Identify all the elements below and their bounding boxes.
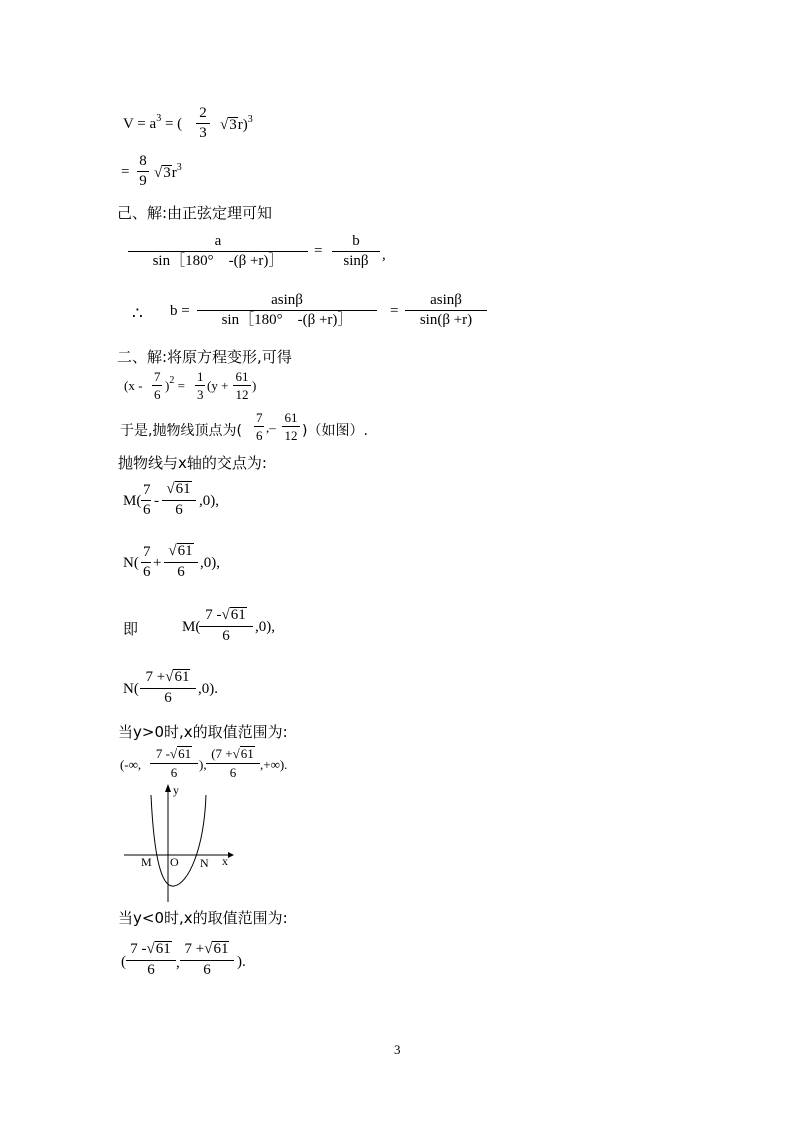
point-M-label: M( <box>123 493 142 509</box>
section-heading-ji: 己、解:由正弦定理可知 <box>117 204 273 222</box>
comma: , <box>382 247 386 263</box>
transformed-equation-left: (x - <box>124 378 143 393</box>
point-N-marker: N <box>200 856 209 870</box>
point-M-marker: M <box>141 855 152 869</box>
plus-sign: + <box>153 555 162 571</box>
fraction-N2: 7 +√61 6 <box>140 669 196 706</box>
fraction-M2: 7 -√61 6 <box>199 607 253 644</box>
point-M2-tail: ,0), <box>255 619 275 635</box>
ji-word: 即 <box>123 620 139 638</box>
range-1-mid: ), <box>199 757 207 772</box>
fraction-range-2: (7 +√61 6 <box>206 746 260 779</box>
point-M2-label: M( <box>182 619 201 635</box>
exponent: 3 <box>156 113 162 124</box>
vertex-close: )（如图）. <box>302 423 368 439</box>
fraction-b-over-sinbeta: b sinβ <box>332 234 380 269</box>
transformed-equation-mid: )$^2$ = <box>165 375 185 393</box>
fraction-two-thirds: 2 3 <box>196 106 210 141</box>
fraction-range-1: 7 -√61 6 <box>150 746 198 779</box>
fraction-asinbeta-long: asinβ sin［180° -(β +r)］ <box>197 293 377 328</box>
range-2-tail: ,+∞). <box>260 757 288 772</box>
y-axis-arrow <box>165 784 171 792</box>
fraction-range-4: 7 +√61 6 <box>180 941 234 978</box>
transformed-equation-y: (y + <box>207 378 229 393</box>
vertex-comma: ,– <box>266 420 276 435</box>
volume-equation: $V = a^3$ = ( <box>123 113 183 132</box>
transformed-equation-end: ) <box>252 378 257 393</box>
fraction-1-3: 1 3 <box>197 369 204 402</box>
intersection-text: 抛物线与x轴的交点为: <box>118 454 267 472</box>
point-N-label: N( <box>123 555 139 571</box>
x-axis-arrow <box>228 852 234 858</box>
point-N2-tail: ,0). <box>198 681 218 697</box>
fraction-vertex-y: 61 12 <box>282 411 300 442</box>
equals-sign: = <box>314 243 323 259</box>
origin-marker: O <box>170 855 179 869</box>
section-heading-er: 二、解:将原方程变形,可得 <box>117 348 292 366</box>
b-equals: b = <box>170 303 190 319</box>
minus-sign: - <box>154 493 159 509</box>
fraction-a-over-sin: a sin［180° -(β +r)］ <box>128 234 308 269</box>
equals-sign-2: = <box>390 303 399 319</box>
point-M-tail: ,0), <box>199 493 219 509</box>
fraction-eight-ninths: 8 9 <box>137 154 149 189</box>
point-N-tail: ,0), <box>200 555 220 571</box>
page-number: 3 <box>394 1042 401 1057</box>
fraction-7-6: 7 6 <box>154 369 161 402</box>
volume-sqrt-term: √3r)$^3$ <box>220 114 253 133</box>
volume-result-eq: = <box>121 164 130 180</box>
range-3-close: ). <box>237 954 246 970</box>
parabola-curve <box>151 795 206 886</box>
fraction-61-12: 61 12 <box>233 370 251 401</box>
fraction-N-sqrt: √61 6 <box>164 543 198 580</box>
range-3-open: ( <box>121 954 126 970</box>
therefore-symbol: ∴ <box>132 304 143 323</box>
positive-range-text: 当y>0时,x的取值范围为: <box>118 723 288 741</box>
volume-result-sqrt: $√3r^3$ <box>154 162 182 181</box>
fraction-M-x: 7 6 <box>143 482 151 518</box>
fraction-N-x: 7 6 <box>143 544 151 580</box>
range-3-comma: , <box>176 955 180 971</box>
point-N2-label: N( <box>123 681 139 697</box>
fraction-asinbeta-short: asinβ sin(β +r) <box>405 293 487 328</box>
fraction-vertex-x: 7 6 <box>256 410 263 443</box>
x-axis-label: x <box>222 854 228 868</box>
y-axis-label: y <box>173 783 179 797</box>
parabola-graph <box>118 780 238 905</box>
vertex-text: 于是,抛物线顶点为( <box>120 423 242 439</box>
negative-range-text: 当y<0时,x的取值范围为: <box>118 909 288 927</box>
fraction-M-sqrt: √61 6 <box>162 481 196 518</box>
range-1-open: (-∞, <box>120 757 142 772</box>
fraction-range-3: 7 -√61 6 <box>126 941 176 978</box>
